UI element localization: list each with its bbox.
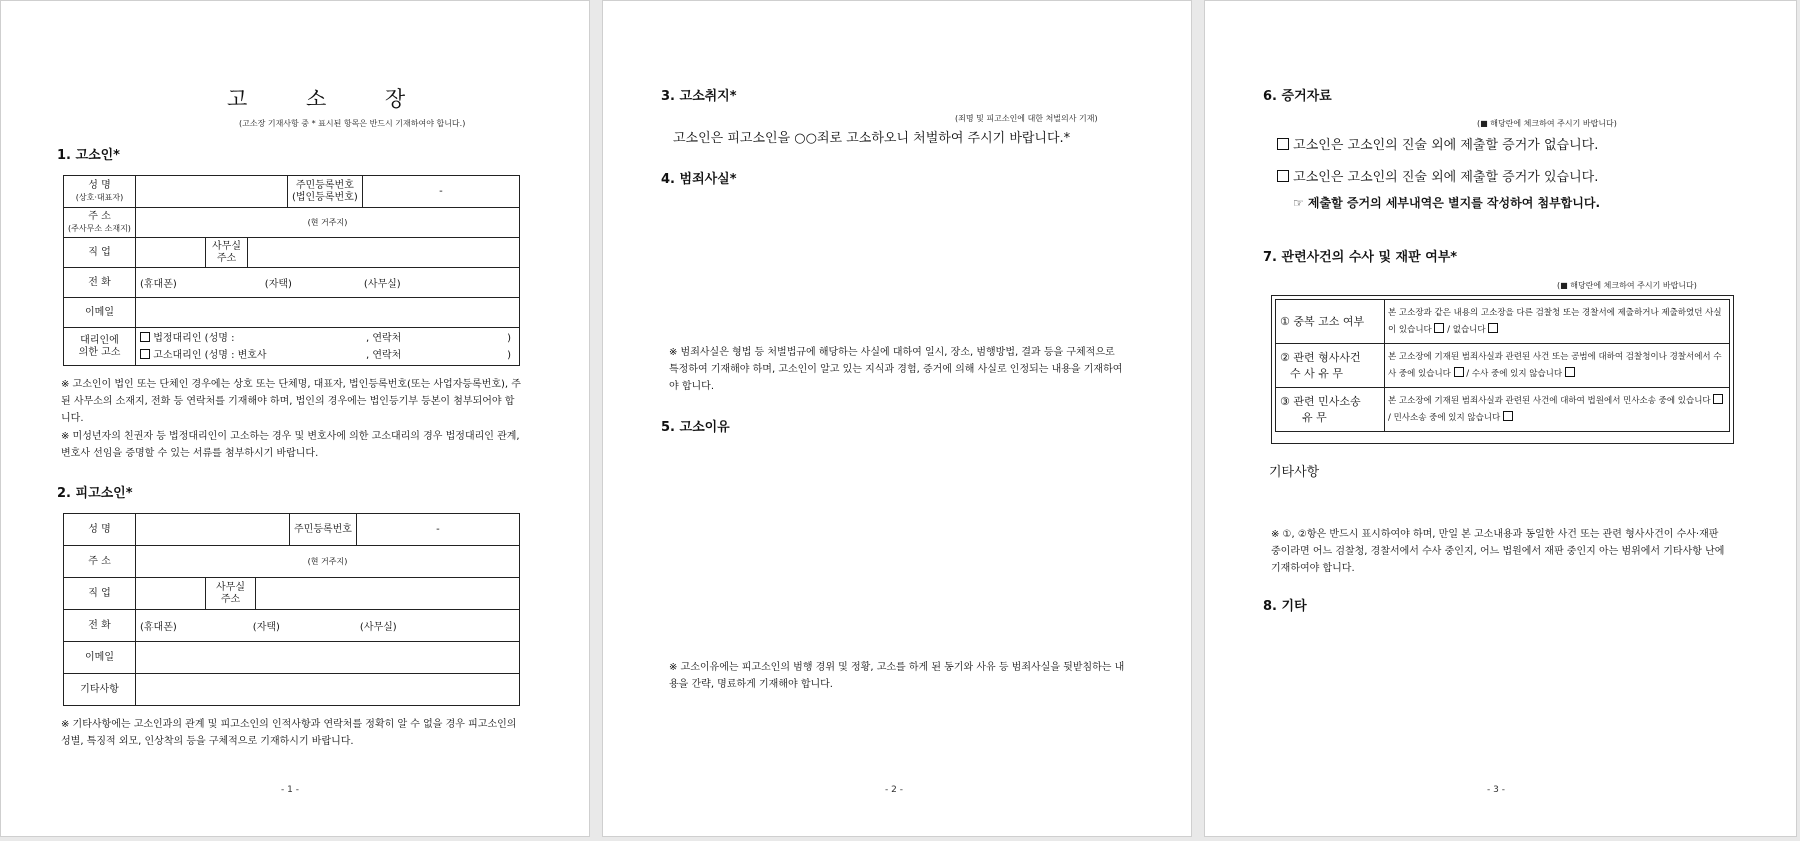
section-6-hint: (■ 해당란에 체크하여 주시기 바랍니다): [1477, 119, 1617, 128]
section-6-heading: 6. 증거자료: [1263, 89, 1332, 104]
evidence-option-exists: 고소인은 고소인의 진술 외에 제출할 증거가 있습니다.: [1277, 166, 1598, 185]
complainant-office-label: 사무실 주소: [206, 238, 248, 268]
related-cases-table: [1275, 299, 1730, 432]
complainant-rrn-label: 주민등록번호 (법인등록번호): [288, 176, 363, 208]
accused-phone-label: 전 화: [64, 610, 136, 642]
complainant-office-field[interactable]: [248, 238, 520, 268]
note-7: ※ ①, ②항은 반드시 표시하여야 하며, 만일 본 고소내용과 동일한 사건 또는 관련 형사사건이 수사·재판 중이라면 어느 검찰청, 경찰서에서 수사 중인지, 어느 법원에서 재판 중인지 아는 범위에서 기타사항 난에 기재하여야 합니다.: [1271, 529, 1725, 574]
agent-label: 대리인에 의한 고소: [64, 328, 136, 366]
accused-email-label: 이메일: [64, 642, 136, 674]
related-civil-text: 본 고소장에 기재된 범죄사실과 관련된 사건에 대하여 법원에서 민사소송 중에 있습니다 / 민사소송 중에 있지 않습니다: [1385, 388, 1730, 432]
accused-job-label: 직 업: [64, 578, 136, 610]
complainant-address-field[interactable]: (현 거주지): [136, 208, 520, 238]
complainant-phone-field[interactable]: (휴대폰) (자택) (사무실): [136, 268, 520, 298]
title-note: (고소장 기재사항 중 * 표시된 항목은 반드시 기재하여야 합니다.): [239, 119, 466, 128]
page-number-2: - 2 -: [885, 785, 903, 795]
accused-table: [63, 513, 520, 706]
note-2: ※ 미성년자의 친권자 등 법정대리인이 고소하는 경우 및 변호사에 의한 고소대리의 경우 법정대리인 관계, 변호사 선임을 증명할 수 있는 서류를 첨부하시기 바랍니다.: [61, 431, 520, 459]
complainant-name-label: 성 명 (상호·대표자): [64, 176, 136, 208]
civil-no-checkbox[interactable]: [1503, 411, 1513, 421]
accused-office-label: 사무실 주소: [206, 578, 256, 610]
complainant-email-label: 이메일: [64, 298, 136, 328]
page-1: [0, 0, 590, 837]
complainant-name-field[interactable]: [136, 176, 288, 208]
accused-etc-field[interactable]: [136, 674, 520, 706]
related-criminal-label: ② 관련 형사사건 수 사 유 무: [1276, 344, 1385, 388]
related-civil-label: ③ 관련 민사소송 유 무: [1276, 388, 1385, 432]
complainant-rrn-field[interactable]: -: [362, 176, 519, 208]
accused-etc-label: 기타사항: [64, 674, 136, 706]
accused-address-field[interactable]: (현 거주지): [136, 546, 520, 578]
section-1-heading: 1. 고소인*: [57, 148, 120, 163]
complainant-phone-label: 전 화: [64, 268, 136, 298]
page-3: [1204, 0, 1797, 837]
page-2: [602, 0, 1192, 837]
section-3-hint: (죄명 및 피고소인에 대한 처벌의사 기재): [955, 114, 1098, 123]
duplicate-yes-checkbox[interactable]: [1434, 323, 1444, 333]
accused-name-label: 성 명: [64, 514, 136, 546]
note-5: ※ 고소이유에는 피고소인의 범행 경위 및 정황, 고소를 하게 된 동기와 사유 등 범죄사실을 뒷받침하는 내용을 간략, 명료하게 기재해야 합니다.: [669, 662, 1125, 690]
complainant-address-label: 주 소 (주사무소 소재지): [64, 208, 136, 238]
accused-email-field[interactable]: [136, 642, 520, 674]
note-3: ※ 기타사항에는 고소인과의 관계 및 피고소인의 인적사항과 연락처를 정확히 알 수 없을 경우 피고소인의 성별, 특징적 외모, 인상착의 등을 구체적으로 기재하시기 바랍니다.: [61, 719, 517, 747]
legal-agent-checkbox[interactable]: [140, 332, 150, 342]
evidence-none-checkbox[interactable]: [1277, 138, 1289, 150]
related-criminal-text: 본 고소장에 기재된 범죄사실과 관련된 사건 또는 공범에 대하여 검찰청이나 경찰서에서 수사 중에 있습니다 / 수사 중에 있지 않습니다: [1385, 344, 1730, 388]
page-number-1: - 1 -: [281, 785, 299, 795]
evidence-attachment-note: ☞ 제출할 증거의 세부내역은 별지를 작성하여 첨부합니다.: [1293, 196, 1601, 210]
section-3-text: 고소인은 피고소인을 ○○죄로 고소하오니 처벌하여 주시기 바랍니다.*: [673, 131, 1071, 146]
criminal-yes-checkbox[interactable]: [1454, 367, 1464, 377]
section-3-heading: 3. 고소취지*: [661, 89, 737, 104]
accused-name-field[interactable]: [136, 514, 290, 546]
evidence-option-none: 고소인은 고소인의 진술 외에 제출할 증거가 없습니다.: [1277, 134, 1598, 153]
complainant-job-field[interactable]: [136, 238, 206, 268]
accused-phone-field[interactable]: (휴대폰) (자택) (사무실): [136, 610, 520, 642]
criminal-no-checkbox[interactable]: [1565, 367, 1575, 377]
complainant-table: [63, 175, 520, 366]
duplicate-complaint-text: 본 고소장과 같은 내용의 고소장을 다른 검찰청 또는 경찰서에 제출하거나 제출하였던 사실이 있습니다 / 없습니다: [1385, 300, 1730, 344]
duplicate-complaint-label: ① 중복 고소 여부: [1276, 300, 1385, 344]
note-1: ※ 고소인이 법인 또는 단체인 경우에는 상호 또는 단체명, 대표자, 법인등록번호(또는 사업자등록번호), 주된 사무소의 소재지, 전화 등 연락처를 기재해야 하며, 법인의 경우에는 법인등기부 등본이 첨부되어야 합니다.: [61, 379, 521, 424]
section-7-heading: 7. 관련사건의 수사 및 재판 여부*: [1263, 250, 1458, 265]
accused-address-label: 주 소: [64, 546, 136, 578]
accused-rrn-label: 주민등록번호: [290, 514, 357, 546]
section-7-hint: (■ 해당란에 체크하여 주시기 바랍니다): [1557, 281, 1697, 290]
note-4: ※ 범죄사실은 형법 등 처벌법규에 해당하는 사실에 대하여 일시, 장소, 범행방법, 결과 등을 구체적으로 특정하여 기재해야 하며, 고소인이 알고 있는 지식과 경험, 증거에 의해 사실로 인정되는 내용을 기재하여야 합니다.: [669, 347, 1123, 392]
section-8-heading: 8. 기타: [1263, 599, 1307, 614]
accused-rrn-field[interactable]: -: [356, 514, 519, 546]
agent-options: 법정대리인 (성명 : , 연락처 ) 고소대리인 (성명 : 변호사 , 연락처 ): [136, 328, 520, 366]
section-2-heading: 2. 피고소인*: [57, 486, 133, 501]
accused-job-field[interactable]: [136, 578, 206, 610]
document-title: 고 소 장: [227, 87, 432, 111]
duplicate-no-checkbox[interactable]: [1488, 323, 1498, 333]
section-4-heading: 4. 범죄사실*: [661, 172, 737, 187]
attorney-agent-checkbox[interactable]: [140, 349, 150, 359]
evidence-exists-checkbox[interactable]: [1277, 170, 1289, 182]
page-number-3: - 3 -: [1487, 785, 1505, 795]
civil-yes-checkbox[interactable]: [1713, 394, 1723, 404]
section-5-heading: 5. 고소이유: [661, 420, 730, 435]
complainant-job-label: 직 업: [64, 238, 136, 268]
accused-office-field[interactable]: [256, 578, 520, 610]
complainant-email-field[interactable]: [136, 298, 520, 328]
other-matters-label: 기타사항: [1269, 465, 1320, 480]
